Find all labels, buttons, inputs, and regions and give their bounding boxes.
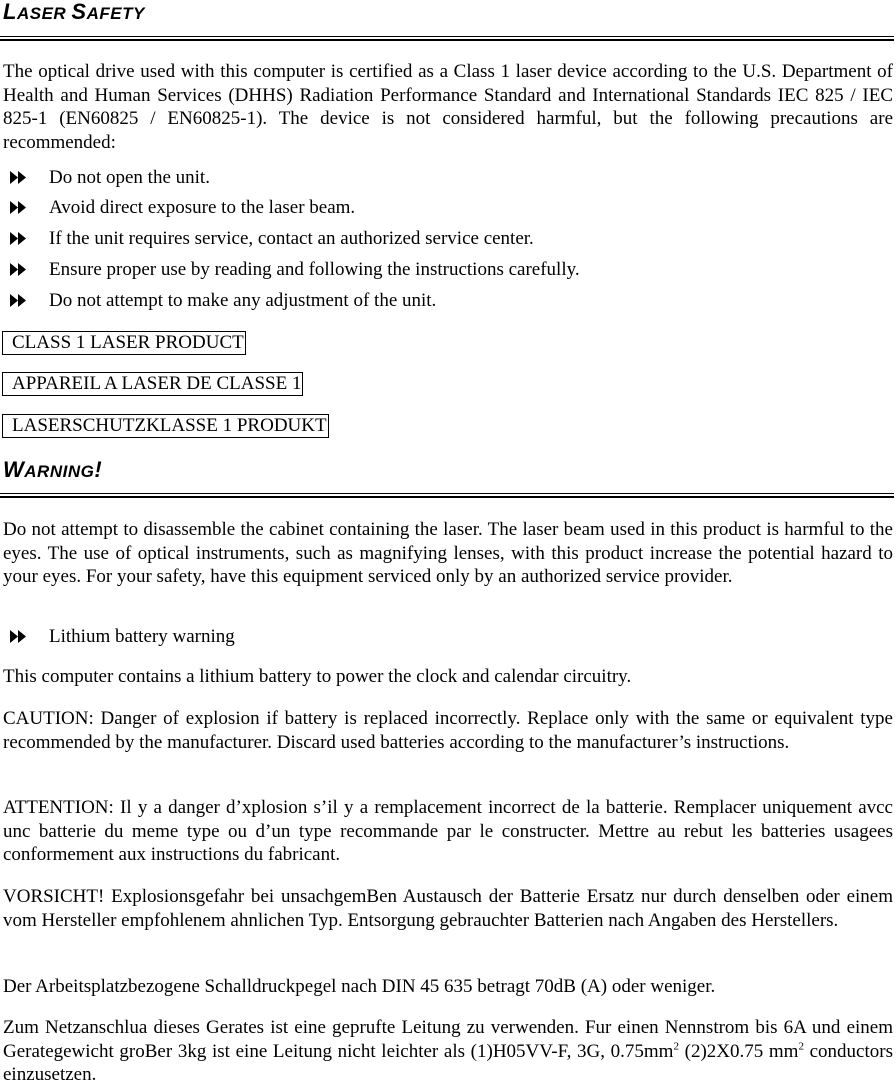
laser-label-german: LASERSCHUTZKLASSE 1 PRODUKT: [2, 414, 329, 438]
vorsicht-paragraph: VORSICHT! Explosionsgefahr bei unsachgemBen Austausch der Batterie Ersatz nur durch denselben oder einem vom Hersteller empfohlenem ahnlichen Typ. Entsorgung gebrauchter Batterien nach Angaben des Herstellers.: [3, 886, 893, 931]
heading-rule: [0, 493, 894, 498]
laser-safety-heading: LASER SAFETY: [3, 0, 145, 24]
double-chevron-right-icon: [10, 630, 26, 643]
heading-rule: [0, 36, 894, 41]
warning-heading: WARNING!: [3, 457, 103, 482]
noise-paragraph: Der Arbeitsplatzbezogene Schalldruckpegel nach DIN 45 635 betragt 70dB (A) oder weniger.: [3, 976, 716, 997]
caution-paragraph: CAUTION: Danger of explosion if battery is replaced incorrectly. Replace only with the same or equivalent type recommended by the manufacturer. Discard used batteries according to the manufacturer’s instructions.: [3, 708, 893, 753]
power-cord-paragraph: Zum Netzanschlua dieses Gerates ist eine geprufte Leitung zu verwenden. Fur einen Nennstrom bis 6A und einem Gerategewicht groBer 3kg ist eine Leitung nicht leichter als (1)H05VV-F, 3G, $0.75mm^2$ (2)2X0.75 $mm^2$ conductors einzusetzen.: [3, 1017, 893, 1085]
laser-label-french: APPAREIL A LASER DE CLASSE 1: [2, 372, 303, 396]
laser-label-english: CLASS 1 LASER PRODUCT: [2, 331, 246, 355]
double-chevron-right-icon: [10, 201, 26, 214]
attention-paragraph: ATTENTION: Il y a danger d’xplosion s’il y a remplacement incorrect de la batterie. Remplacer uniquement avcc unc batterie du meme type ou d’un type recommande par le constructer. Mettre au rebut les batteries usagees conformement aux instructions du fabricant.: [3, 797, 893, 865]
double-chevron-right-icon: [10, 232, 26, 245]
battery-paragraph: This computer contains a lithium battery to power the clock and calendar circuitry.: [3, 666, 632, 687]
double-chevron-right-icon: [10, 171, 26, 184]
double-chevron-right-icon: [10, 263, 26, 276]
warning-paragraph: Do not attempt to disassemble the cabinet containing the laser. The laser beam used in this product is harmful to the eyes. The use of optical instruments, such as magnifying lenses, with this product increase the potential hazard to your eyes. For your safety, have this equipment serviced only by an authorized service provider.: [3, 519, 893, 587]
double-chevron-right-icon: [10, 294, 26, 307]
laser-intro-paragraph: The optical drive used with this computer is certified as a Class 1 laser device according to the U.S. Department of Health and Human Services (DHHS) Radiation Performance Standard and International Standards IEC 825 / IEC 825-1 (EN60825 / EN60825-1). The device is not considered harmful, but the following precautions are recommended:: [3, 61, 893, 153]
